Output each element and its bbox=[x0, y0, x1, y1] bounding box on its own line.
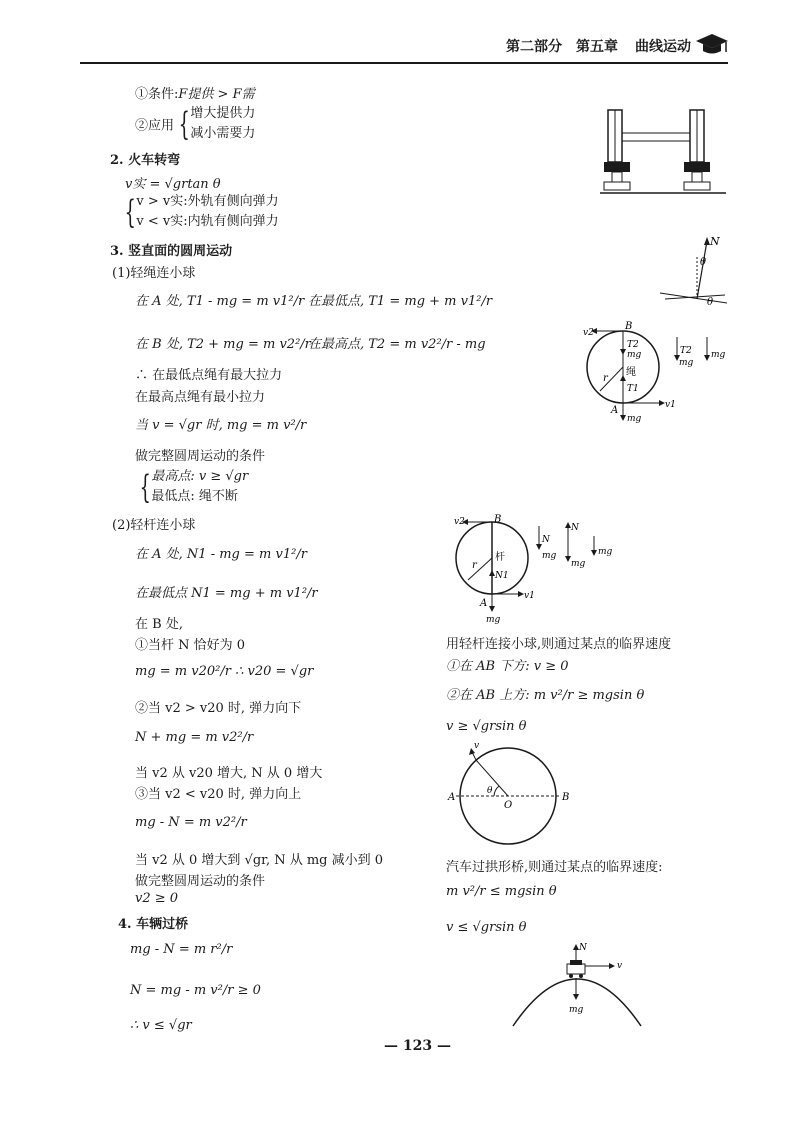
bridge-figure bbox=[505, 938, 655, 1028]
label-rod-b: B bbox=[494, 514, 502, 525]
section-4-heading: 4. 车辆过桥 bbox=[118, 917, 189, 932]
label-mg-bottom: mg bbox=[627, 414, 642, 424]
label-rod-v2: v2 bbox=[454, 517, 465, 527]
condition-1: ①条件:F提供 > F需 bbox=[135, 87, 255, 102]
page-number: — 123 — bbox=[384, 1038, 451, 1054]
label-angle-theta: θ bbox=[487, 786, 493, 796]
label-rod-mg-side-2: mg bbox=[571, 559, 586, 569]
train-force-figure bbox=[655, 233, 730, 313]
rope-formula-b: 在 B 处, T2 + mg = m v2²/r bbox=[135, 337, 311, 352]
rod-formula-a: 在 A 处, N1 - mg = m v1²/r bbox=[135, 547, 307, 562]
bridge-formula-1: mg - N = m r²/r bbox=[130, 942, 233, 957]
bridge-critical-note: 汽车过拱形桥,则通过某点的临界速度: bbox=[446, 860, 663, 875]
rod-circle-figure bbox=[452, 510, 632, 625]
label-angle-a: A bbox=[448, 792, 456, 803]
label-rod-v1: v1 bbox=[524, 591, 535, 601]
section-3-heading: 3. 竖直面的圆周运动 bbox=[110, 244, 233, 259]
rod-formula-lowest: 在最低点 N1 = mg + m v1²/r bbox=[135, 586, 318, 601]
rope-conclusion-2: 在最高点绳有最小拉力 bbox=[135, 390, 266, 405]
label-rod-mg-side-1: mg bbox=[542, 551, 557, 561]
label-mg-side-1: mg bbox=[679, 358, 694, 368]
label-angle-v: v bbox=[474, 741, 480, 751]
train-cases: {v > v实:外轨有侧向弹力 v < v实:内轨有侧向弹力 bbox=[124, 193, 279, 231]
rod-critical-result: v ≥ √grsin θ bbox=[446, 719, 527, 734]
header-title: 曲线运动 bbox=[635, 39, 691, 55]
label-t1: T1 bbox=[627, 384, 639, 394]
label-v1: v1 bbox=[665, 400, 676, 410]
rope-circle-figure bbox=[583, 315, 733, 430]
header-rule bbox=[80, 62, 728, 64]
label-rod: 杆 bbox=[495, 552, 505, 563]
label-rod-mg: mg bbox=[486, 615, 501, 625]
rod-case-1-formula: mg = m v20²/r ∴ v20 = √gr bbox=[135, 664, 314, 679]
label-theta-1: θ bbox=[700, 257, 707, 268]
label-t2: T2 bbox=[627, 340, 639, 350]
rod-case-2-note: 当 v2 从 v20 增大, N 从 0 增大 bbox=[135, 766, 323, 781]
header-chapter: 第五章 bbox=[576, 39, 618, 55]
label-mg-top: mg bbox=[627, 350, 642, 360]
label-theta-2: θ bbox=[707, 297, 714, 308]
label-bridge-mg: mg bbox=[569, 1005, 584, 1015]
label-bridge-n: N bbox=[579, 943, 587, 953]
bridge-critical-formula: m v²/r ≤ mgsin θ bbox=[446, 884, 557, 899]
rope-heading: (1)轻绳连小球 bbox=[112, 266, 196, 281]
label-rod-a: A bbox=[480, 598, 488, 609]
graduation-cap-icon bbox=[694, 31, 730, 57]
rope-conclusion-3: 当 v = √gr 时, mg = m v²/r bbox=[135, 418, 307, 433]
label-n: N bbox=[710, 235, 720, 248]
rope-conclusion-1: ∴ 在最低点绳有最大拉力 bbox=[135, 368, 283, 383]
label-rod-n-side-2: N bbox=[571, 523, 579, 533]
rod-case-2-formula: N + mg = m v2²/r bbox=[135, 730, 254, 745]
label-bridge-v: v bbox=[617, 961, 623, 971]
rope-formula-highest: 在最高点, T2 = m v2²/r - mg bbox=[308, 337, 486, 352]
label-angle-b: B bbox=[562, 792, 570, 803]
angle-circle-figure bbox=[446, 738, 576, 848]
rod-case-1: ①当杆 N 恰好为 0 bbox=[135, 638, 246, 653]
header-part: 第二部分 bbox=[506, 39, 562, 55]
label-rod-mg-side-3: mg bbox=[598, 547, 613, 557]
label-a: A bbox=[611, 405, 619, 416]
rope-conditions: {最高点: v ≥ √gr 最低点: 绳不断 bbox=[139, 468, 249, 506]
label-mg-side-2: mg bbox=[711, 350, 726, 360]
bridge-formula-2: N = mg - m v²/r ≥ 0 bbox=[130, 983, 261, 998]
rope-formula-a: 在 A 处, T1 - mg = m v1²/r bbox=[135, 294, 305, 309]
rope-conclusion-4: 做完整圆周运动的条件 bbox=[135, 449, 266, 464]
label-rod-r: r bbox=[472, 560, 477, 571]
condition-2: ②应用 {增大提供力 减小需要力 bbox=[135, 105, 256, 143]
rod-critical-above: ②在 AB 上方: m v²/r ≥ mgsin θ bbox=[446, 688, 645, 703]
bridge-formula-3: ∴ v ≤ √gr bbox=[130, 1018, 192, 1033]
label-rope: 绳 bbox=[626, 367, 636, 378]
rod-at-b: 在 B 处, bbox=[135, 617, 183, 632]
train-track-figure bbox=[600, 105, 730, 205]
rod-condition-heading: 做完整圆周运动的条件 bbox=[135, 874, 266, 889]
label-rod-n1: N1 bbox=[495, 571, 509, 581]
train-formula: v实 = √grtan θ bbox=[125, 177, 221, 192]
rod-case-2: ②当 v2 > v20 时, 弹力向下 bbox=[135, 701, 302, 716]
rod-case-3-formula: mg - N = m v2²/r bbox=[135, 815, 247, 830]
bridge-critical-result: v ≤ √grsin θ bbox=[446, 920, 527, 935]
rod-case-3: ③当 v2 < v20 时, 弹力向上 bbox=[135, 787, 302, 802]
rod-case-3-note: 当 v2 从 0 增大到 √gr, N 从 mg 减小到 0 bbox=[135, 853, 384, 868]
section-2-heading: 2. 火车转弯 bbox=[110, 153, 181, 168]
rope-formula-lowest: 在最低点, T1 = mg + m v1²/r bbox=[308, 294, 493, 309]
rod-critical-note: 用轻杆连接小球,则通过某点的临界速度 bbox=[446, 637, 672, 652]
label-t2-side: T2 bbox=[680, 346, 692, 356]
rod-critical-below: ①在 AB 下方: v ≥ 0 bbox=[446, 659, 569, 674]
label-b: B bbox=[625, 321, 633, 332]
label-r: r bbox=[603, 373, 608, 384]
rod-condition: v2 ≥ 0 bbox=[135, 891, 179, 906]
label-rod-n-side: N bbox=[542, 535, 550, 545]
rod-heading: (2)轻杆连小球 bbox=[112, 518, 196, 533]
label-v2: v2 bbox=[583, 328, 594, 338]
label-angle-o: O bbox=[504, 800, 513, 811]
